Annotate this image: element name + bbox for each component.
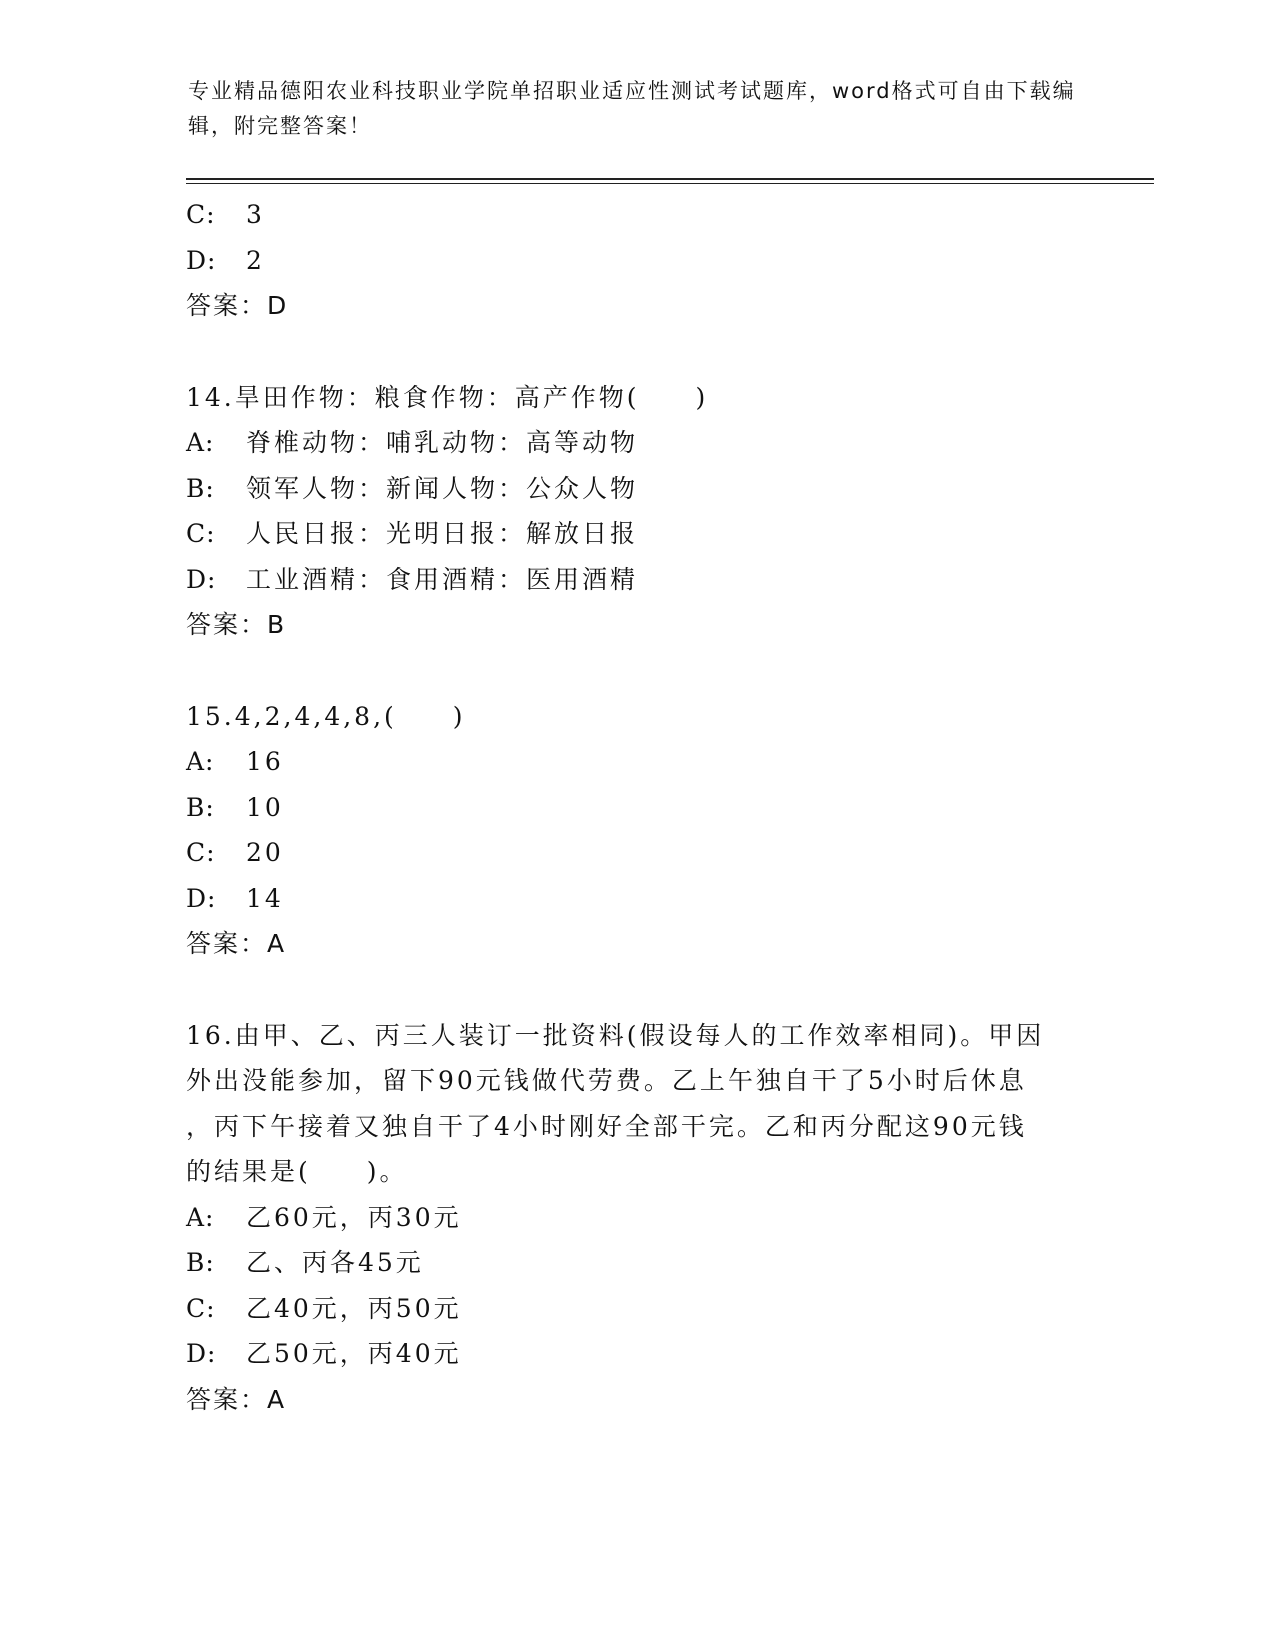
option-b: B: 10 bbox=[186, 792, 284, 822]
question-16-stem-line: 的结果是( )。 bbox=[186, 1157, 408, 1186]
question-16-stem-line: ，丙下午接着又独自干了4小时刚好全部干完。乙和丙分配这90元钱 bbox=[186, 1111, 1027, 1141]
option-c: C: 3 bbox=[186, 200, 265, 229]
header-divider bbox=[186, 178, 1154, 180]
answer-line: 答案：A bbox=[186, 1384, 287, 1414]
answer-line: 答案：B bbox=[186, 610, 287, 639]
option-b: B: 乙、丙各45元 bbox=[186, 1248, 424, 1277]
option-a: A: 16 bbox=[186, 747, 284, 776]
question-content bbox=[186, 192, 1086, 1422]
question-16-stem-line: 外出没能参加，留下90元钱做代劳费。乙上午独自干了5小时后休息 bbox=[186, 1066, 1027, 1095]
document-header bbox=[188, 74, 1088, 144]
question-14-stem: 14.旱田作物：粮食作物：高产作物( ) bbox=[186, 382, 709, 412]
answer-line: 答案：A bbox=[186, 929, 287, 958]
option-a: A: 乙60元，丙30元 bbox=[186, 1202, 462, 1232]
question-15-stem: 15.4,2,4,4,8,( ) bbox=[186, 701, 466, 731]
option-d: D: 工业酒精：食用酒精：医用酒精 bbox=[186, 564, 639, 594]
option-b: B: 领军人物：新闻人物：公众人物 bbox=[186, 473, 639, 503]
header-title: 专业精品德阳农业科技职业学院单招职业适应性测试考试题库，word格式可自由下载编辑，附完整答案！ bbox=[188, 79, 1076, 138]
option-c: C: 20 bbox=[186, 838, 284, 867]
option-c: C: 乙40元，丙50元 bbox=[186, 1293, 462, 1323]
question-16-stem-line: 16.由甲、乙、丙三人装订一批资料(假设每人的工作效率相同)。甲因 bbox=[186, 1020, 1045, 1050]
option-d: D: 2 bbox=[186, 245, 265, 275]
option-c: C: 人民日报：光明日报：解放日报 bbox=[186, 519, 639, 548]
option-a: A: 脊椎动物：哺乳动物：高等动物 bbox=[186, 428, 639, 457]
header-divider-thin bbox=[186, 183, 1154, 184]
option-d: D: 14 bbox=[186, 883, 284, 913]
answer-line: 答案：D bbox=[186, 291, 289, 320]
option-d: D: 乙50元，丙40元 bbox=[186, 1339, 462, 1368]
